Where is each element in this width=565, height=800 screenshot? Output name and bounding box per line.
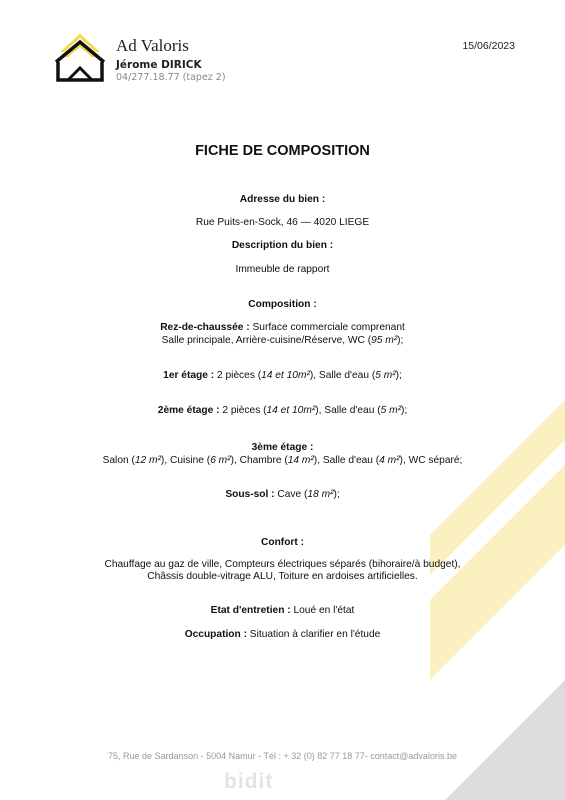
description-value: Immeuble de rapport <box>235 264 330 275</box>
rdc-line-1: Rez-de-chaussée : Surface commerciale comprenant <box>160 322 405 333</box>
confort-line-1: Chauffage au gaz de ville, Compteurs électriques séparés (bihoraire/à budget), <box>104 559 461 570</box>
house-logo-icon <box>50 32 110 84</box>
agent-phone: 04/277.18.77 (tapez 2) <box>116 72 226 83</box>
footer-contact: 75, Rue de Sardanson - 5004 Namur - Tél : + 32 (0) 82 77 18 77- contact@advaloris.be <box>108 751 457 761</box>
etage2-line: 2ème étage : 2 pièces (14 et 10m²), Salle d'eau (5 m²); <box>157 405 408 416</box>
page-title: FICHE DE COMPOSITION <box>195 143 370 159</box>
description-label: Description du bien : <box>231 240 334 251</box>
etage1-line: 1er étage : 2 pièces (14 et 10m²), Salle d'eau (5 m²); <box>163 370 402 381</box>
agency-name: Ad Valoris <box>116 36 189 55</box>
agent-name: Jérome DIRICK <box>116 59 202 71</box>
gray-stripe <box>445 680 565 800</box>
confort-label: Confort : <box>261 537 304 548</box>
document-date: 15/06/2023 <box>462 40 515 52</box>
confort-line-2: Châssis double-vitrage ALU, Toiture en ardoises artificielles. <box>147 571 418 582</box>
address-label: Adresse du bien : <box>239 194 326 205</box>
etage3-line: Salon (12 m²), Cuisine (6 m²), Chambre (14 m²), Salle d'eau (4 m²), WC séparé; <box>102 455 463 466</box>
composition-label: Composition : <box>248 299 317 310</box>
etage3-label: 3ème étage : <box>251 442 314 453</box>
watermark: bidit <box>224 770 274 793</box>
soussol-line: Sous-sol : Cave (18 m²); <box>225 489 340 500</box>
entretien-line: Etat d'entretien : Loué en l'état <box>210 605 355 616</box>
occupation-line: Occupation : Situation à clarifier en l'étude <box>184 629 381 640</box>
rdc-line-2: Salle principale, Arrière-cuisine/Réserve, WC (95 m²); <box>161 335 404 346</box>
address-value: Rue Puits-en-Sock, 46 — 4020 LIEGE <box>195 217 370 228</box>
